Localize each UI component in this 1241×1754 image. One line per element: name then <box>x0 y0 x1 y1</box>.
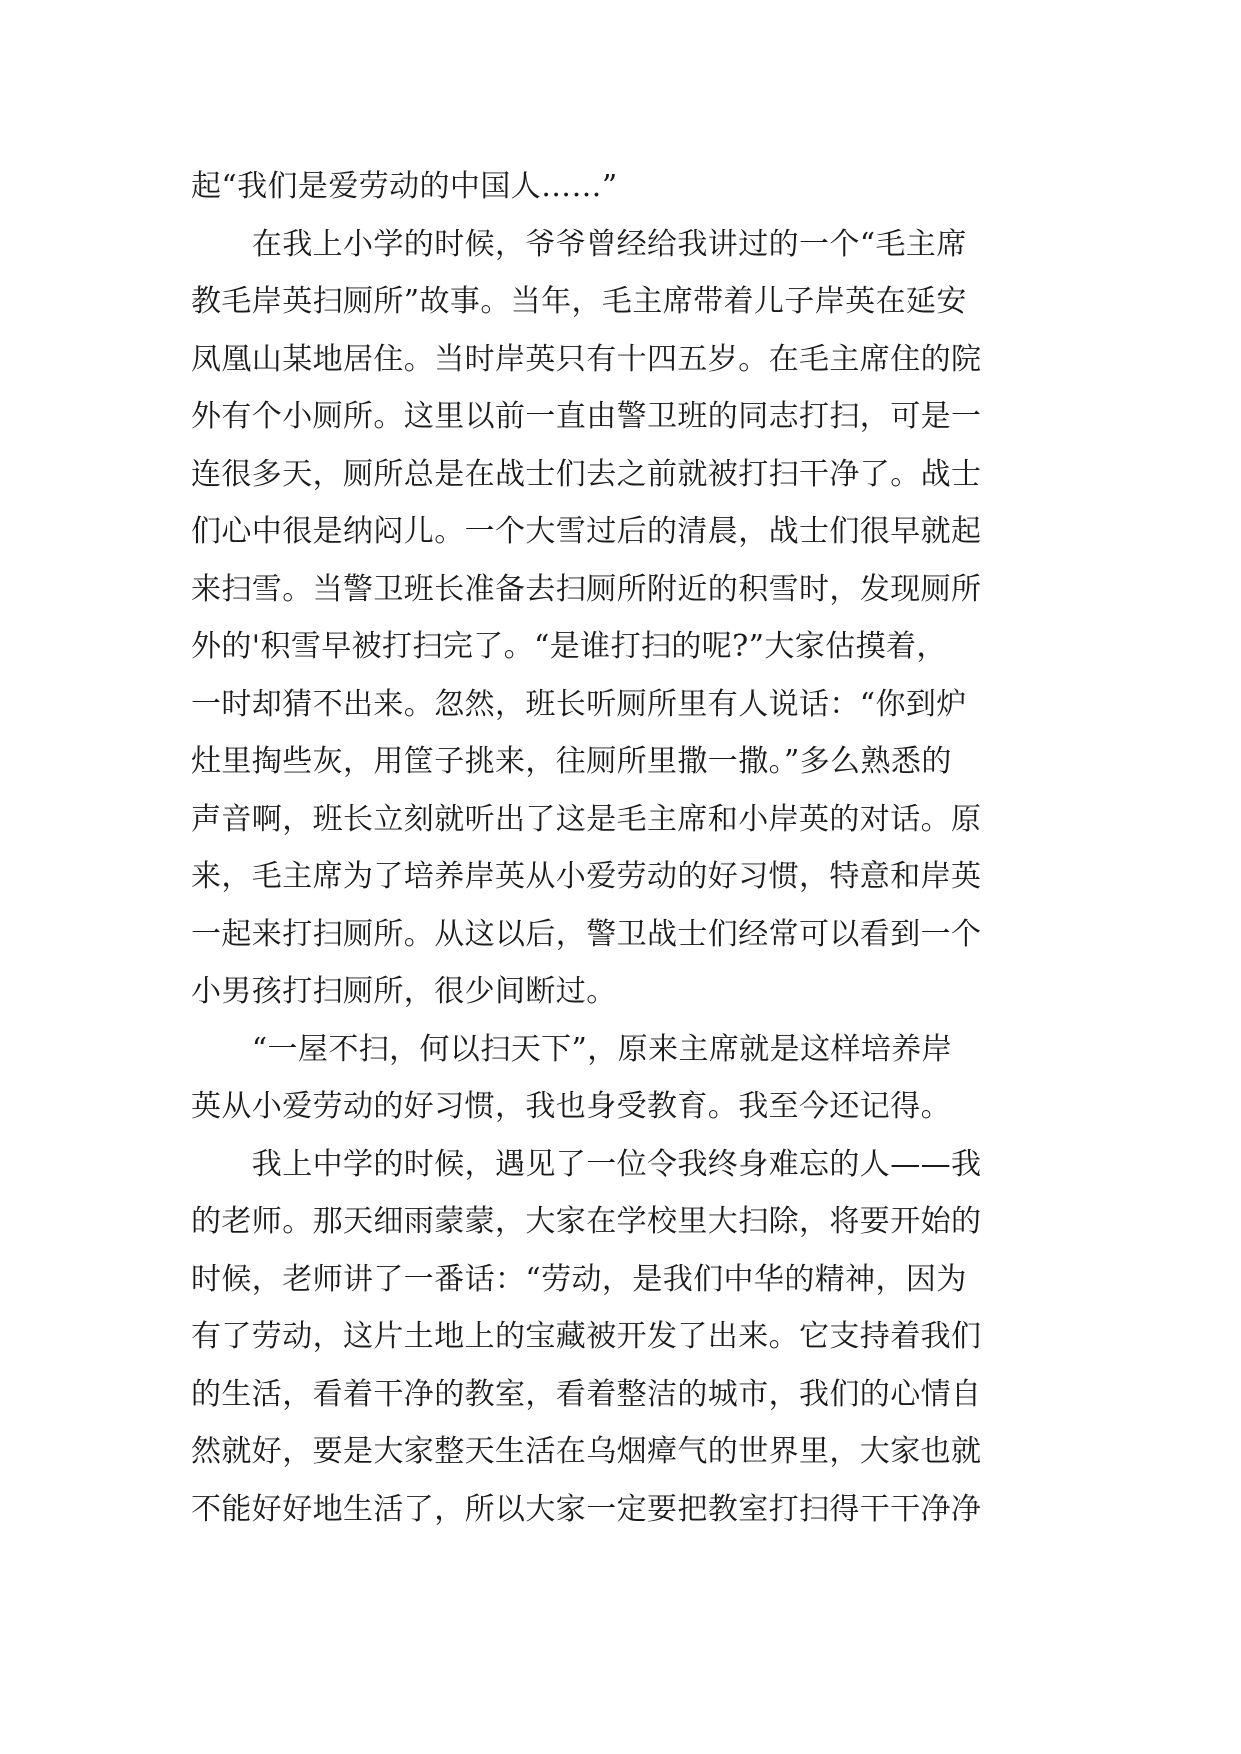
text-line: 外有个小厕所。这里以前一直由警卫班的同志打扫，可是一 <box>191 399 982 434</box>
text-line: 在我上小学的时候，爷爷曾经给我讲过的一个“毛主席 <box>191 226 967 262</box>
text-line: 外的'积雪早被打扫完了。“是谁打扫的呢?”大家估摸着， <box>191 629 947 664</box>
text-line: 凤凰山某地居住。当时岸英只有十四五岁。在毛主席住的院 <box>191 341 982 377</box>
text-line: 灶里掏些灰，用筐子挑来，往厕所里撒一撒。”多么熟悉的 <box>191 744 952 779</box>
text-line: 一起来打扫厕所。从这以后，警卫战士们经常可以看到一个 <box>191 916 982 952</box>
text-line: 小男孩打扫厕所，很少间断过。 <box>191 974 617 1009</box>
text-line: 一时却猜不出来。忽然，班长听厕所里有人说话：“你到炉 <box>191 686 967 722</box>
text-line: 不能好好地生活了，所以大家一定要把教室打扫得干干净净 <box>191 1491 982 1527</box>
text-line: 的生活，看着干净的教室，看着整洁的城市，我们的心情自 <box>191 1376 982 1412</box>
text-line: 教毛岸英扫厕所”故事。当年，毛主席带着儿子岸英在延安 <box>191 284 967 319</box>
text-line: 英从小爱劳动的好习惯，我也身受教育。我至今还记得。 <box>191 1089 951 1124</box>
text-line: “一屋不扫，何以扫天下”，原来主席就是这样培养岸 <box>191 1031 953 1067</box>
text-line: 的老师。那天细雨蒙蒙，大家在学校里大扫除，将要开始的 <box>191 1204 982 1239</box>
text-line: 时候，老师讲了一番话：“劳动，是我们中华的精神，因为 <box>191 1261 967 1297</box>
document-body <box>191 158 1061 1538</box>
text-line: 连很多天，厕所总是在战士们去之前就被打扫干净了。战士 <box>191 456 982 492</box>
text-line: 来扫雪。当警卫班长准备去扫厕所附近的积雪时，发现厕所 <box>191 571 982 607</box>
text-line: 有了劳动，这片土地上的宝藏被开发了出来。它支持着我们 <box>191 1319 982 1354</box>
text-line: 来，毛主席为了培养岸英从小爱劳动的好习惯，特意和岸英 <box>191 859 982 894</box>
text-line: 们心中很是纳闷儿。一个大雪过后的清晨，战士们很早就起 <box>191 514 982 549</box>
text-line: 我上中学的时候，遇见了一位令我终身难忘的人——我 <box>191 1146 982 1182</box>
text-line: 然就好，要是大家整天生活在乌烟瘴气的世界里，大家也就 <box>191 1434 982 1469</box>
text-line: 起“我们是爱劳动的中国人……” <box>191 169 618 204</box>
text-line: 声音啊，班长立刻就听出了这是毛主席和小岸英的对话。原 <box>191 801 982 837</box>
